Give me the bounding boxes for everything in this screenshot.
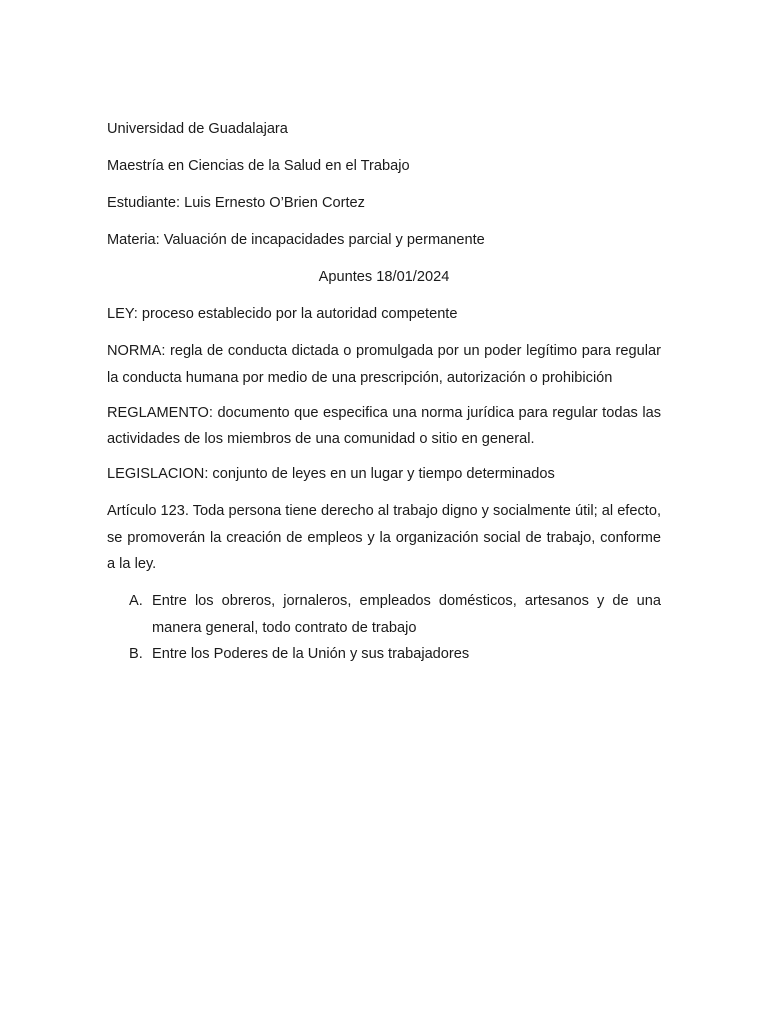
university-name: Universidad de Guadalajara <box>107 121 288 137</box>
document-page <box>107 118 661 668</box>
list-item <box>107 588 661 641</box>
definition-norma: NORMA: regla de conducta dictada o promulgada por un poder legítimo para regular la conducta humana por medio de una prescripción, autorización o prohibición <box>107 343 661 386</box>
definition-reglamento: REGLAMENTO: documento que especifica una norma jurídica para regular todas las actividades de los miembros de una comunidad o sitio en general. <box>107 404 661 447</box>
list-marker: A. <box>129 593 143 609</box>
list-item-text: Entre los Poderes de la Unión y sus trabajadores <box>152 646 470 662</box>
article-list <box>107 588 661 668</box>
program-name: Maestría en Ciencias de la Salud en el Trabajo <box>107 158 410 174</box>
list-marker: B. <box>129 646 143 662</box>
list-item-text: Entre los obreros, jornaleros, empleados domésticos, artesanos y de una manera general, todo contrato de trabajo <box>152 593 661 636</box>
definition-legislacion: LEGISLACION: conjunto de leyes en un lugar y tiempo determinados <box>107 466 555 482</box>
student-name: Estudiante: Luis Ernesto O’Brien Cortez <box>107 195 365 211</box>
notes-title: Apuntes 18/01/2024 <box>318 269 450 285</box>
definition-ley: LEY: proceso establecido por la autoridad competente <box>107 306 458 322</box>
subject-name: Materia: Valuación de incapacidades parcial y permanente <box>107 232 485 248</box>
article-123-text: Artículo 123. Toda persona tiene derecho al trabajo digno y socialmente útil; al efecto, se promoverán la creación de empleos y la organización social de trabajo, conforme a la ley. <box>107 503 661 572</box>
list-item <box>107 641 661 668</box>
